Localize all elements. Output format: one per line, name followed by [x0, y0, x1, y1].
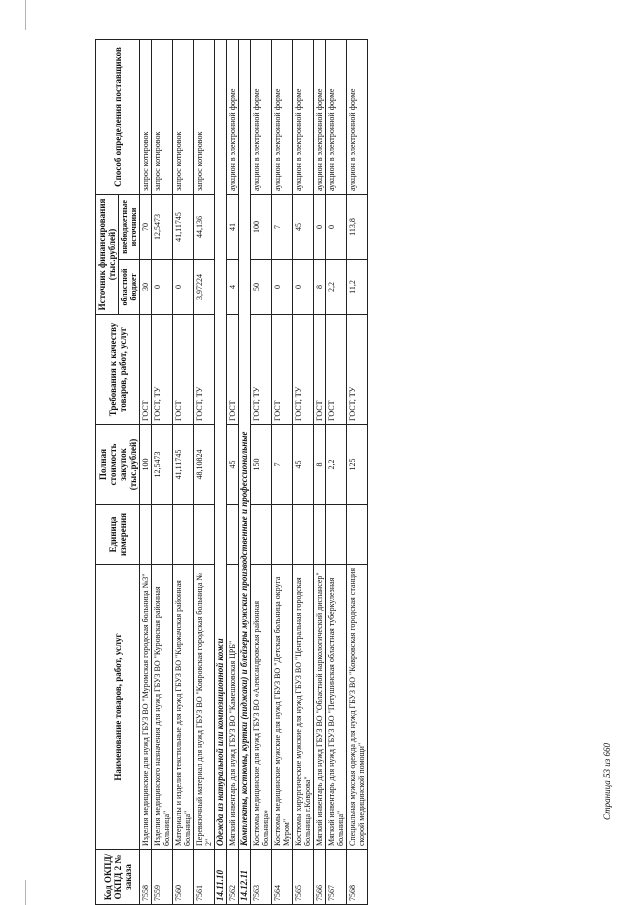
table-header-row	[96, 39, 119, 904]
cell-code: 7564	[272, 850, 293, 905]
section-title: Одежда из натуральной или композиционной кожи	[215, 39, 227, 849]
cell-name: Костюмы медицинские для нужд ГБУЗ ВО «Александровская районная больница»	[251, 565, 272, 850]
header-source: Источник финансирования (тыс.рублей)	[96, 194, 119, 314]
cell-extra: 70	[140, 194, 152, 259]
cell-regional: 0	[173, 260, 194, 315]
cell-regional: 4	[227, 260, 239, 315]
table-row	[272, 39, 293, 904]
table-row	[140, 39, 152, 904]
cell-cost: 41,11745	[173, 425, 194, 505]
table-row	[293, 39, 314, 904]
cell-extra: 45	[293, 194, 314, 259]
section-row	[215, 39, 227, 904]
cell-cost: 8	[314, 425, 326, 505]
header-method: Способ определения поставщиков	[96, 39, 140, 194]
cell-requirements: ГОСТ, ТУ	[152, 315, 173, 425]
cell-method: аукцион в электронной форме	[314, 39, 326, 194]
cell-extra: 0	[314, 194, 326, 259]
cell-regional: 0	[272, 260, 293, 315]
section-title: Комплекты, костюмы, куртки (пиджаки) и блейзеры мужские производственные и профессиональные	[239, 39, 251, 849]
cell-code: 7561	[194, 850, 215, 905]
cell-requirements: ГОСТ, ТУ	[194, 315, 215, 425]
table-row	[251, 39, 272, 904]
cell-code: 7559	[152, 850, 173, 905]
cell-name: Специальная мужская одежда для нужд ГБУЗ ВО "Ковровская городская станция скорой медицинской помощи"	[347, 565, 368, 850]
cell-cost: 100	[140, 425, 152, 505]
cell-method: запрос котировок	[140, 39, 152, 194]
header-code: Код ОКПД/ ОКПД 2 № заказа	[96, 850, 140, 905]
cell-method: аукцион в электронной форме	[293, 39, 314, 194]
cell-requirements: ГОСТ, ТУ	[293, 315, 314, 425]
section-code: 14.11.10	[215, 850, 227, 905]
cell-requirements: ГОСТ	[227, 315, 239, 425]
cell-method: аукцион в электронной форме	[272, 39, 293, 194]
cell-requirements: ГОСТ	[173, 315, 194, 425]
cell-unit	[326, 505, 347, 565]
table-row	[152, 39, 173, 904]
cell-cost: 48,10824	[194, 425, 215, 505]
cell-method: аукцион в электронной форме	[347, 39, 368, 194]
cell-method: запрос котировок	[194, 39, 215, 194]
cell-name: Мягкий инвентарь для нужд ГБУЗ ВО "Петушинская областная туберкулезная больница"	[326, 565, 347, 850]
cell-code: 7560	[173, 850, 194, 905]
cell-cost: 125	[347, 425, 368, 505]
cell-extra: 100	[251, 194, 272, 259]
cell-cost: 7	[272, 425, 293, 505]
scan-edge-line	[25, 0, 26, 30]
cell-code: 7567	[326, 850, 347, 905]
cell-cost: 12,5473	[152, 425, 173, 505]
cell-unit	[314, 505, 326, 565]
cell-name: Перевязочный материал для нужд ГБУЗ ВО "Ковровская городская больница № 2"	[194, 565, 215, 850]
cell-extra: 41,11745	[173, 194, 194, 259]
cell-unit	[173, 505, 194, 565]
cell-regional: 11,2	[347, 260, 368, 315]
cell-cost: 2,2	[326, 425, 347, 505]
cell-extra: 41	[227, 194, 239, 259]
table-body	[140, 39, 368, 904]
table-row	[227, 39, 239, 904]
cell-code: 7563	[251, 850, 272, 905]
cell-unit	[227, 505, 239, 565]
header-extra-budget: внебюджетные источники	[119, 194, 140, 259]
header-name: Наименование товаров, работ, услуг	[96, 565, 140, 850]
table-row	[347, 39, 368, 904]
cell-name: Мягкий инвентарь для нужд ГБУЗ ВО "Областной наркологический диспансер"	[314, 565, 326, 850]
cell-code: 7568	[347, 850, 368, 905]
cell-code: 7566	[314, 850, 326, 905]
cell-code: 7565	[293, 850, 314, 905]
cell-extra: 0	[326, 194, 347, 259]
cell-regional: 2,2	[326, 260, 347, 315]
cell-regional: 3,97224	[194, 260, 215, 315]
cell-unit	[251, 505, 272, 565]
cell-requirements: ГОСТ, ТУ	[251, 315, 272, 425]
cell-name: Изделия медицинского назначения для нужд ГБУЗ ВО "Куровская районная больница"	[152, 565, 173, 850]
rotated-page-content	[95, 40, 555, 905]
cell-regional: 8	[314, 260, 326, 315]
cell-unit	[140, 505, 152, 565]
page-number-footer: Страница 53 из 660	[602, 743, 612, 820]
cell-requirements: ГОСТ	[140, 315, 152, 425]
cell-requirements: ГОСТ, ТУ	[347, 315, 368, 425]
scan-edge-line	[25, 880, 26, 905]
cell-cost: 45	[227, 425, 239, 505]
cell-regional: 50	[251, 260, 272, 315]
cell-method: запрос котировок	[152, 39, 173, 194]
cell-cost: 150	[251, 425, 272, 505]
table-row	[314, 39, 326, 904]
cell-name: Костюмы медицинские мужские для нужд ГБУЗ ВО "Детская больница округа Муром"	[272, 565, 293, 850]
cell-cost: 45	[293, 425, 314, 505]
header-unit: Единица измерения	[96, 505, 140, 565]
header-regional-budget: областной бюджет	[119, 260, 140, 315]
cell-extra: 7	[272, 194, 293, 259]
cell-code: 7562	[227, 850, 239, 905]
cell-unit	[152, 505, 173, 565]
cell-requirements: ГОСТ	[272, 315, 293, 425]
cell-method: аукцион в электронной форме	[326, 39, 347, 194]
cell-unit	[347, 505, 368, 565]
cell-code: 7558	[140, 850, 152, 905]
cell-method: аукцион в электронной форме	[251, 39, 272, 194]
cell-regional: 0	[152, 260, 173, 315]
cell-regional: 0	[293, 260, 314, 315]
table-row	[326, 39, 347, 904]
cell-name: Изделия медицинские для нужд ГБУЗ ВО "Муромская городская больница №3"	[140, 565, 152, 850]
cell-extra: 12,5473	[152, 194, 173, 259]
cell-unit	[272, 505, 293, 565]
section-code: 14.12.11	[239, 850, 251, 905]
cell-unit	[293, 505, 314, 565]
cell-name: Материалы и изделия текстильные для нужд ГБУЗ ВО "Киржачская районная больница"	[173, 565, 194, 850]
header-requirements: Требования к качеству товаров, работ, услуг	[96, 315, 140, 425]
cell-requirements: ГОСТ	[314, 315, 326, 425]
cell-extra: 44,136	[194, 194, 215, 259]
table-row	[173, 39, 194, 904]
header-cost: Полная стоимость закупок (тыс.рублей)	[96, 425, 140, 505]
cell-name: Костюмы хирургические мужские для нужд ГБУЗ ВО "Центральная городская больница г.Коврова"	[293, 565, 314, 850]
section-row	[239, 39, 251, 904]
cell-method: запрос котировок	[173, 39, 194, 194]
cell-unit	[194, 505, 215, 565]
table-row	[194, 39, 215, 904]
cell-regional: 30	[140, 260, 152, 315]
procurement-table	[95, 39, 368, 905]
cell-name: Мягкий инвентарь для нужд ГБУЗ ВО "Камешковская ЦРБ"	[227, 565, 239, 850]
cell-extra: 113,8	[347, 194, 368, 259]
cell-method: аукцион в электронной форме	[227, 39, 239, 194]
cell-requirements: ГОСТ	[326, 315, 347, 425]
